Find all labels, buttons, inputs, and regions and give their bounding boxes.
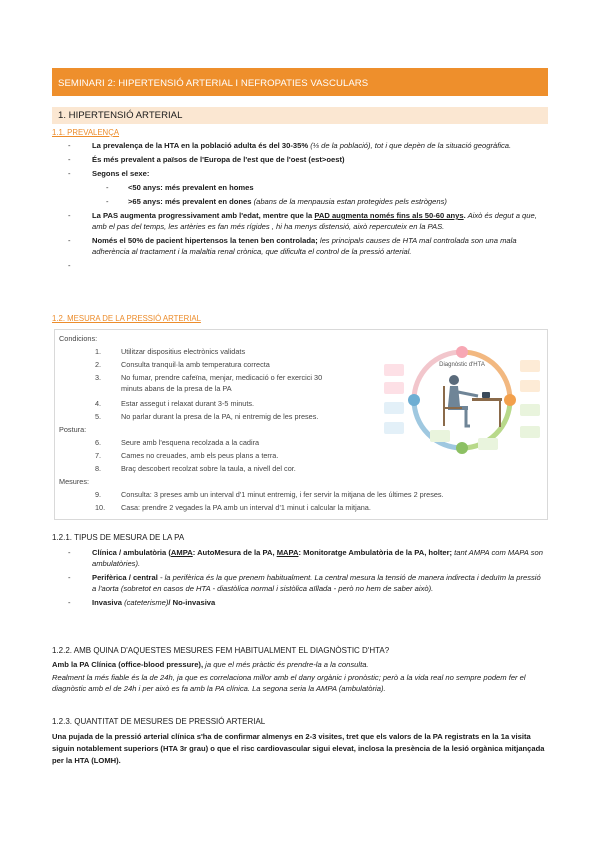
illus-card (520, 404, 540, 416)
subsection-heading-121: 1.2.1. TIPUS DE MESURA DE LA PA (52, 533, 185, 542)
subsection-heading-123: 1.2.3. QUANTITAT DE MESURES DE PRESSIÓ ARTERIAL (52, 717, 266, 726)
list-item: - La prevalença de la HTA en la població adulta és del 30-35% (⅓ de la població), tot i que depèn de la situació geogràfica. (68, 141, 512, 150)
posture-label: Postura: (59, 425, 87, 434)
illus-card (384, 422, 404, 434)
document-title-banner: SEMINARI 2: HIPERTENSIÓ ARTERIAL I NEFROPATIES VASCULARS (52, 68, 548, 96)
list-subitem: - <50 anys: més prevalent en homes (106, 183, 254, 192)
condition-item: 2. Consulta tranquil·la amb temperatura correcta (95, 360, 270, 369)
condition-item: 1. Utilitzar dispositius electrònics validats (95, 347, 246, 356)
bp-measurement-illustration (382, 342, 542, 460)
list-subitem: - >65 anys: més prevalent en dones (abans de la menpausia estan protegides pels estrògens) (106, 197, 447, 206)
condition-item: 8. Braç descobert recolzat sobre la taula, a nivell del cor. (95, 464, 296, 473)
condition-item: 5. No parlar durant la presa de la PA, ni entremig de les preses. (95, 412, 319, 421)
list-item-empty: - (68, 261, 71, 270)
condition-item: 6. Seure amb l'esquena recolzada a la cadira (95, 438, 260, 447)
illus-card (478, 438, 498, 450)
illus-card (384, 364, 404, 376)
cycle-node (504, 394, 516, 406)
condition-item: 9. Consulta: 3 preses amb un interval d'1 minut entremig, i fer servir la mitjana de les últimes 2 preses. (95, 490, 444, 499)
measure-types-list (68, 547, 546, 611)
condition-item: 4. Estar assegut i relaxat durant 3-5 minuts. (95, 399, 255, 408)
illus-card (430, 430, 450, 442)
list-item: - La PAS augmenta progressivament amb l'edat, mentre que la PAD augmenta només fins als 50-60 anys. Això és degut a que, amb el pas del temps, les artèries es fan més rígides , hi ha menys distensió, això repercuteix en la PAS. (68, 211, 537, 231)
condition-item: 10. Casa: prendre 2 vegades la PA amb un interval d'1 minut i calcular la mitjana. (95, 503, 371, 512)
condition-item: 3. No fumar, prendre cafeïna, menjar, medicació o fer exercici 30 minuts abans de la presa de la PA (95, 373, 323, 393)
prevalence-list (68, 140, 546, 274)
list-item: - Clínica / ambulatòria (AMPA: AutoMesura de la PA, MAPA: Monitoratge Ambulatòria de la PA, holter; tant AMPA com MAPA son ambulatòries). (68, 548, 543, 568)
subsection-heading-122: 1.2.2. AMB QUINA D'AQUESTES MESURES FEM HABITUALMENT EL DIAGNÒSTIC D'HTA? (52, 646, 390, 655)
illus-card (520, 360, 540, 372)
condition-item: 7. Cames no creuades, amb els peus plans a terra. (95, 451, 279, 460)
prevalence-heading: 1.1. PREVALENÇA (52, 128, 120, 137)
person-icon (449, 375, 459, 385)
list-item: - Invasiva (cateterisme)/ No-invasiva (68, 598, 216, 607)
figure-label: Diagnòstic d'HTA (439, 362, 485, 368)
measures-label: Mesures: (59, 477, 90, 486)
illus-card (384, 402, 404, 414)
illus-card (520, 426, 540, 438)
cycle-node (408, 394, 420, 406)
illus-card (520, 380, 540, 392)
bp-monitor-icon (482, 392, 490, 398)
measurement-heading: 1.2. MESURA DE LA PRESSIÓ ARTERIAL (52, 314, 201, 323)
list-item: - Segons el sexe: (68, 169, 150, 178)
conditions-label: Condicions: (59, 334, 98, 343)
list-item: - És més prevalent a països de l'Europa de l'est que de l'oest (est>oest) (68, 155, 345, 164)
list-item: - Perifèrica / central - la perifèrica és la que prenem habitualment. La central mesura la tensió de manera indirecta i deduïm la pressió a l'aorta (sobretot en casos de HTA - diastòlica normal i sistòlica aïllada - però no hem de saber això). (68, 573, 541, 593)
quantity-paragraph: Una pujada de la pressió arterial clínica s'ha de confirmar almenys en 2-3 visites, tret que els valors de la PA registrats en la 1a visita siguin notablement superiors (HTA 3r grau) o que el risc cardiovascular sigui elevat, inclosa la presència de la lesió orgànica mitjançada per la HTA (LOMH). (52, 732, 545, 766)
section-heading: 1. HIPERTENSIÓ ARTERIAL (52, 107, 548, 124)
diagnosis-paragraph: Amb la PA Clínica (office-blood pressure), ja que el més pràctic és prendre-la a la consulta. Realment la més fiable és la de 24h, ja que es correlaciona millor amb el dany orgànic i pronòstic; però a la vida real no sempre podem fer el diagnòstic amb el de 24h i per això es fa amb la PA clínica. La segona seria la AMPA (ambulatòria). (52, 660, 526, 693)
cycle-node (456, 346, 468, 358)
measurement-conditions-figure (54, 329, 548, 520)
illus-card (384, 382, 404, 394)
list-item: - Només el 50% de pacient hipertensos la tenen ben controlada; les principals causes de HTA mal controlada son una mala adherència al tractament i la malaltia renal crònica, que dificulta el control de la pressió arterial. (68, 236, 517, 256)
cycle-node (456, 442, 468, 454)
table-icon (472, 398, 502, 401)
